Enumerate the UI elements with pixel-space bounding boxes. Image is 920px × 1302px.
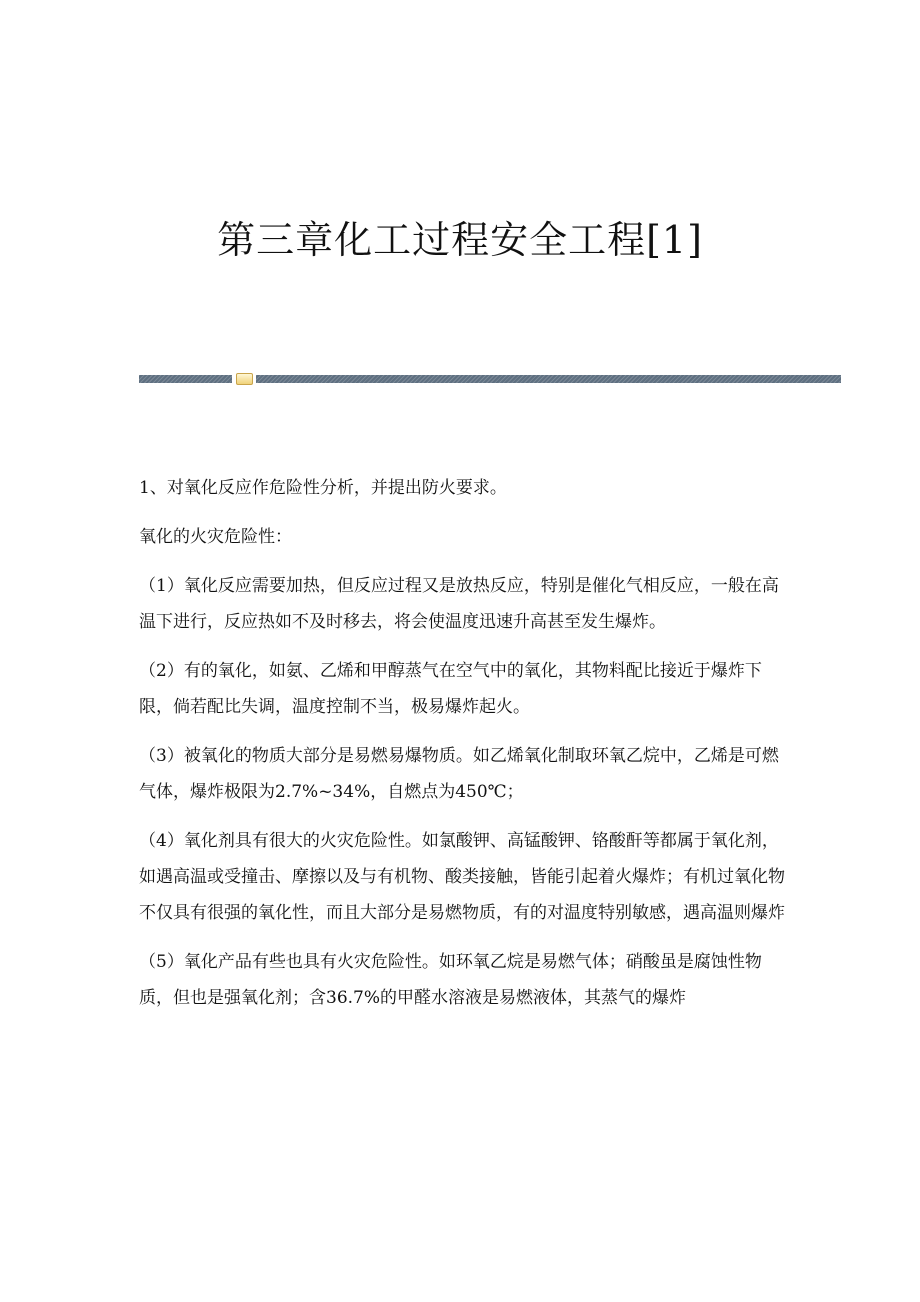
divider-ornament-icon (236, 373, 253, 385)
paragraph-item-5: （5）氧化产品有些也具有火灾危险性。如环氧乙烷是易燃气体；硝酸虽是腐蚀性物质，但也是强氧化剂；含36.7%的甲醛水溶液是易燃液体，其蒸气的爆炸 (139, 952, 762, 1008)
document-title: 第三章化工过程安全工程[1] (217, 218, 703, 262)
paragraph-item-2: （2）有的氧化，如氨、乙烯和甲醇蒸气在空气中的氧化，其物料配比接近于爆炸下限，倘若配比失调，温度控制不当，极易爆炸起火。 (139, 661, 762, 717)
paragraph-item-4: （4）氧化剂具有很大的火灾危险性。如氯酸钾、高锰酸钾、铬酸酐等都属于氧化剂，如遇高温或受撞击、摩擦以及与有机物、酸类接触，皆能引起着火爆炸；有机过氧化物不仅具有很强的氧化性，而且大部分是易燃物质，有的对温度特别敏感，遇高温则爆炸 (139, 831, 785, 923)
title-divider (139, 373, 841, 385)
question-heading: 1、对氧化反应作危险性分析，并提出防火要求。 (139, 478, 507, 498)
divider-bar-right (256, 375, 841, 383)
document-body (139, 470, 789, 1029)
paragraph-item-1: （1）氧化反应需要加热，但反应过程又是放热反应，特别是催化气相反应，一般在高温下进行，反应热如不及时移去，将会使温度迅速升高甚至发生爆炸。 (139, 576, 779, 632)
section-heading: 氧化的火灾危险性： (139, 527, 292, 547)
paragraph-item-3: （3）被氧化的物质大部分是易燃易爆物质。如乙烯氧化制取环氧乙烷中，乙烯是可燃气体，爆炸极限为2.7%~34%，自燃点为450℃； (139, 746, 779, 802)
divider-bar-left (139, 375, 232, 383)
